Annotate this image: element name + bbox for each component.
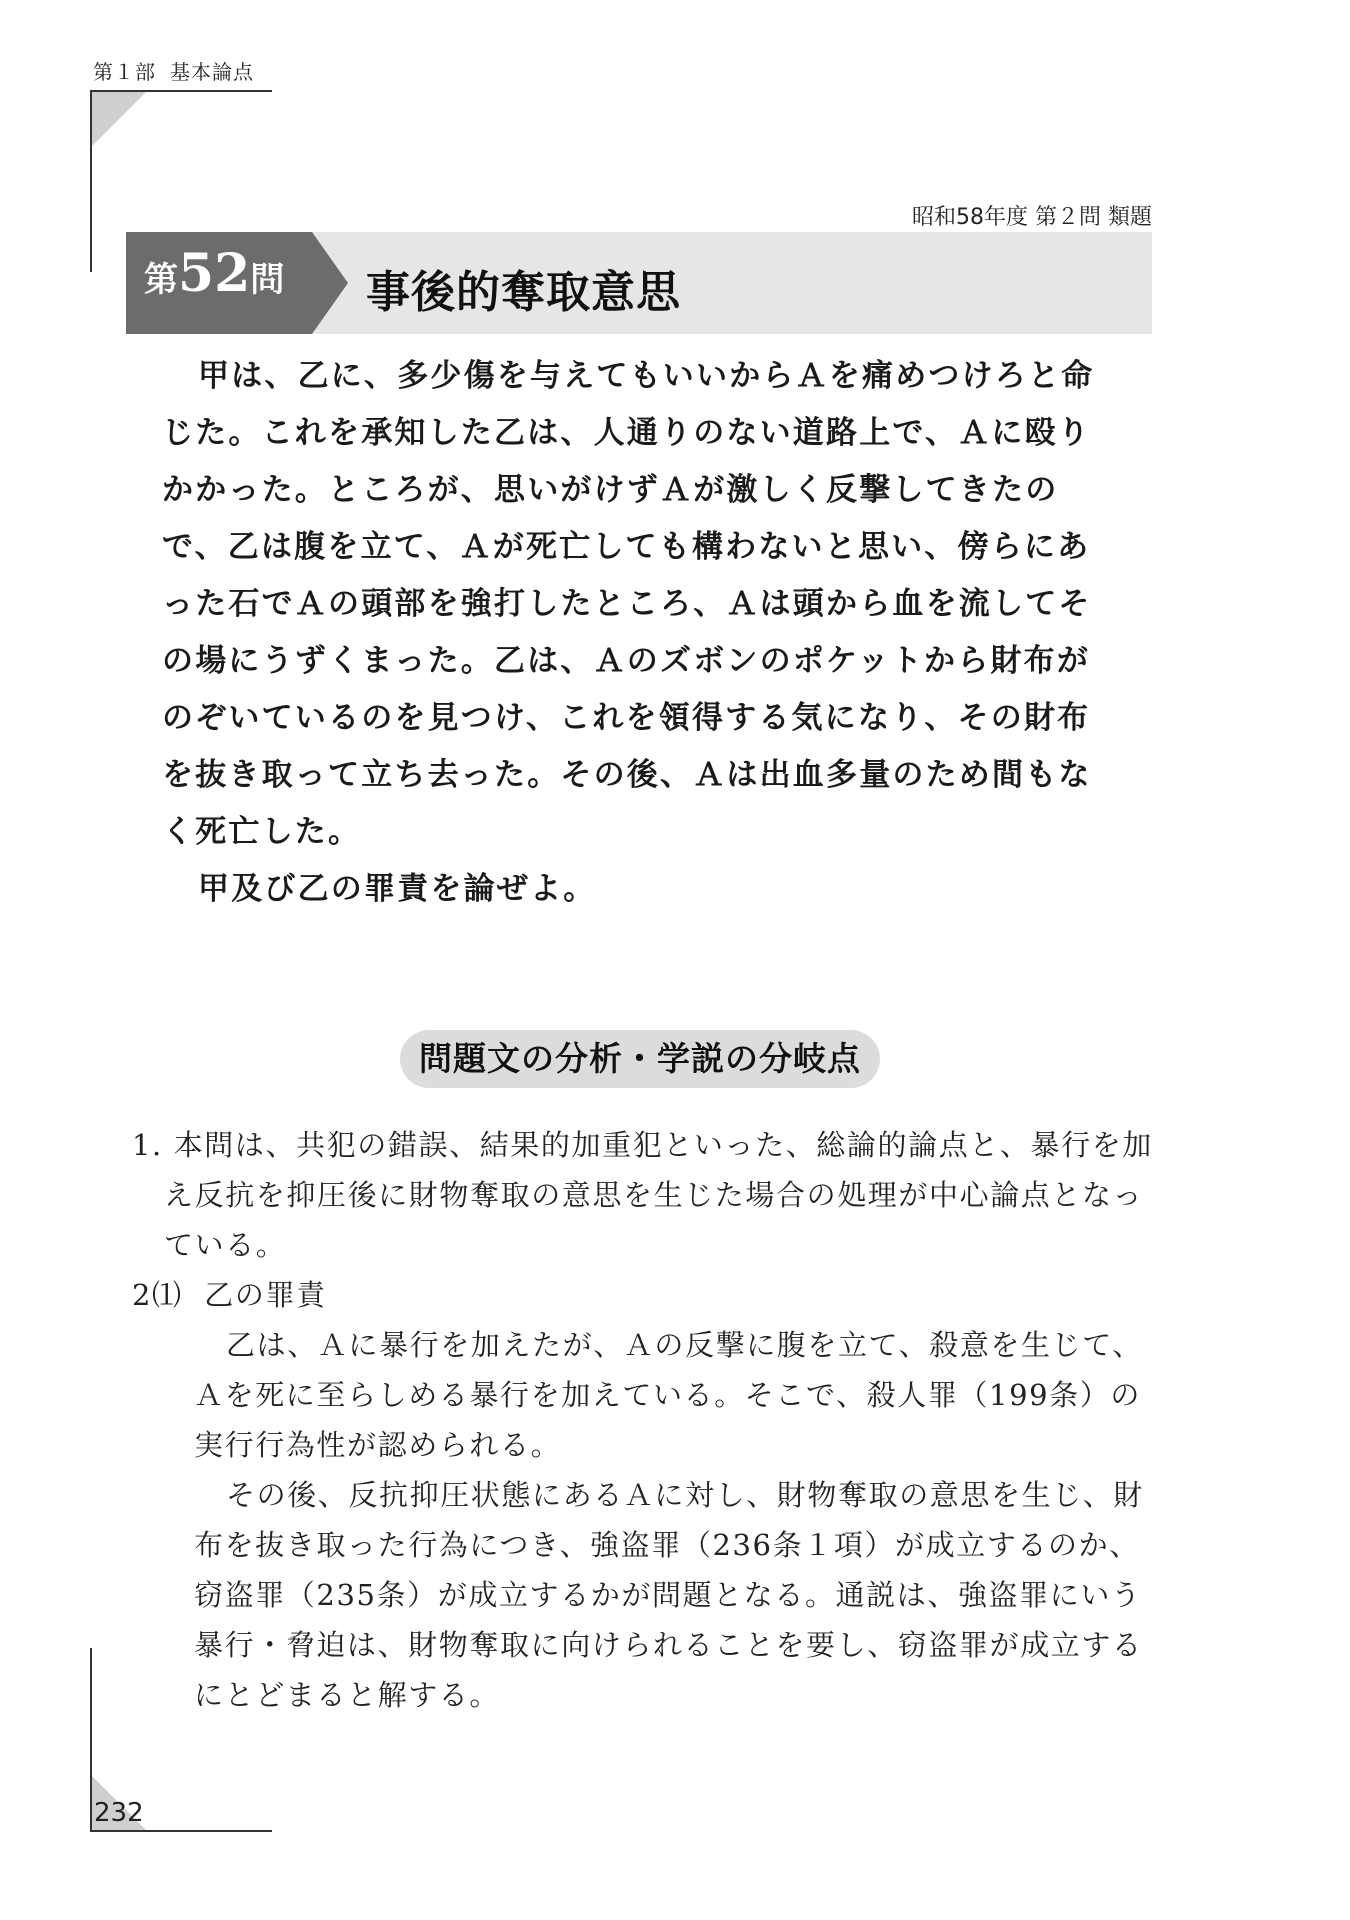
item-2-title: 乙の罪責	[204, 1278, 327, 1312]
page-number: 232	[94, 1798, 144, 1828]
running-header	[93, 56, 254, 85]
problem-title: 事後的奪取意思	[366, 267, 681, 318]
item-1-text: 本問は、共犯の錯誤、結果的加重犯といった、総論的論点と、暴行を加え反抗を抑圧後に財物奪取の意思を生じた場合の処理が中心論点となっている。	[164, 1128, 1153, 1262]
section-heading	[400, 1030, 880, 1088]
analysis-item-2-heading	[132, 1270, 1162, 1320]
source-reference: 昭和58年度 第２問 類題	[912, 205, 1152, 230]
analysis-item-1	[132, 1120, 1162, 1270]
footer-rule	[90, 1830, 272, 1832]
problem-number	[144, 243, 285, 304]
problem-number-prefix: 第	[144, 260, 178, 300]
corner-triangle-top	[92, 92, 146, 146]
part-label: 第１部	[93, 60, 156, 84]
problem-paragraph: 甲は、乙に、多少傷を与えてもいいからＡを痛めつけろと命じた。これを承知した乙は、人通りのない道路上で、Ａに殴りかかった。ところが、思いがけずＡが激しく反撃してきたので、乙は腹を立て、Ａが死亡しても構わないと思い、傍らにあった石でＡの頭部を強打したところ、Ａは頭から血を流してその場にうずくまった。乙は、Ａのズボンのポケットから財布がのぞいているのを見つけ、これを領得する気になり、その財布を抜き取って立ち去った。その後、Ａは出血多量のため間もなく死亡した。	[162, 358, 1095, 850]
problem-question: 甲及び乙の罪責を論ぜよ。	[198, 871, 597, 907]
item-2-marker: 2⑴	[132, 1278, 183, 1312]
banner-arrow	[312, 232, 348, 334]
problem-title-banner	[126, 232, 1152, 334]
analysis-paragraph: その後、反抗抑圧状態にあるＡに対し、財物奪取の意思を生じ、財布を抜き取った行為につき、強盗罪（236条１項）が成立するのか、窃盗罪（235条）が成立するかが問題となる。通説は、強盗罪にいう暴行・脅迫は、財物奪取に向けられることを要し、窃盗罪が成立するにとどまると解する。	[194, 1478, 1145, 1712]
section-heading-label: 問題文の分析・学説の分岐点	[419, 1039, 861, 1078]
problem-statement	[162, 348, 1122, 918]
analysis-paragraph: 乙は、Ａに暴行を加えたが、Ａの反撃に腹を立て、殺意を生じて、Ａを死に至らしめる暴行を加えている。そこで、殺人罪（199条）の実行行為性が認められる。	[194, 1328, 1143, 1462]
problem-number-suffix: 問	[250, 260, 285, 300]
problem-number-value: 52	[178, 243, 251, 304]
section-label: 基本論点	[170, 60, 254, 84]
item-1-marker: 1.	[132, 1128, 163, 1162]
analysis-body	[132, 1120, 1162, 1720]
